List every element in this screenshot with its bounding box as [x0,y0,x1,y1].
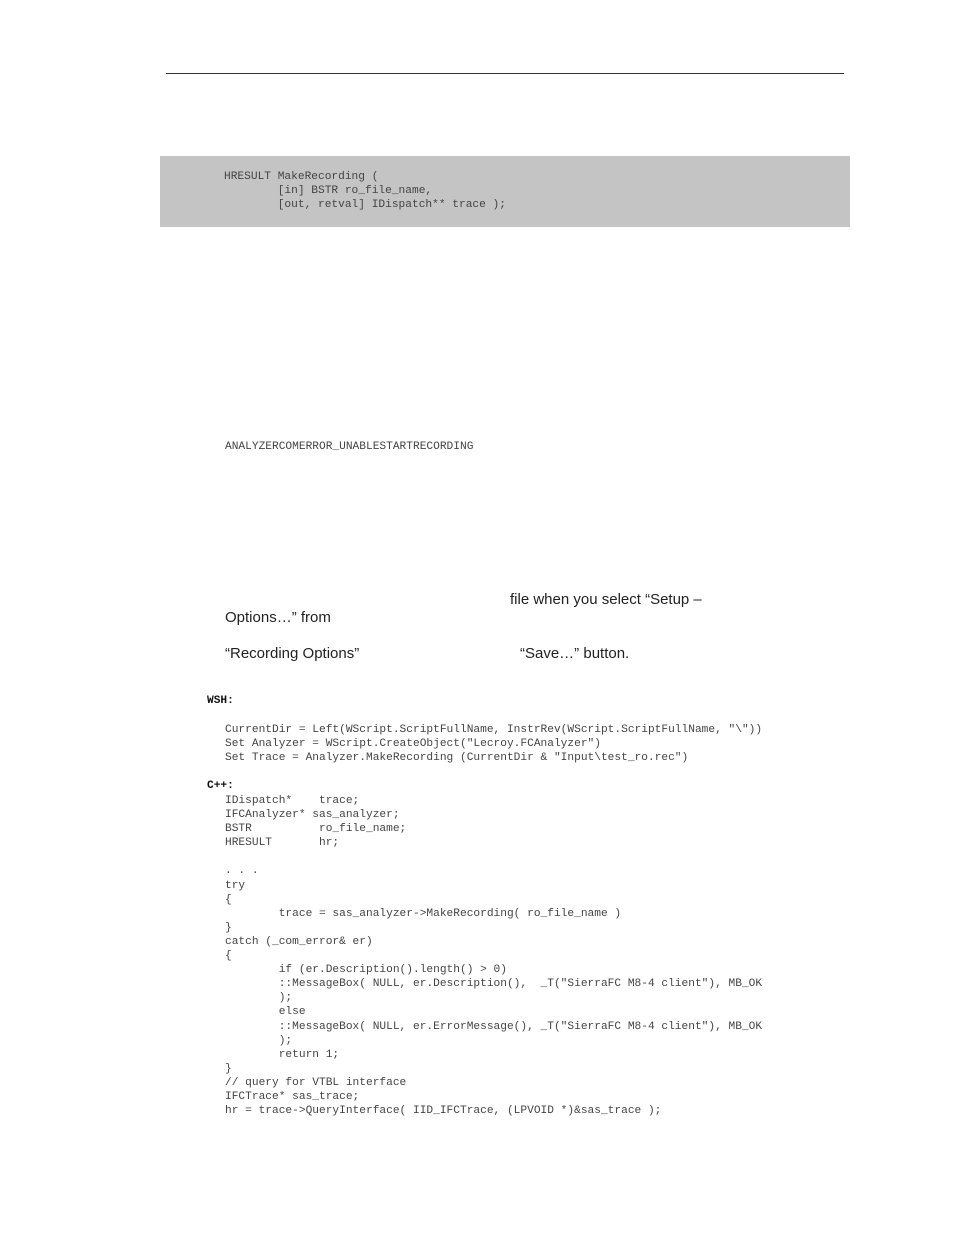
signature-code: HRESULT MakeRecording ( [in] BSTR ro_file_name, [out, retval] IDispatch** trace ); [224,171,506,212]
header-rule [166,73,844,74]
wsh-label: WSH: [207,695,234,707]
remarks-line-1: file when you select “Setup – [510,591,702,608]
cpp-label: C++: [207,780,234,792]
cpp-code: IDispatch* trace; IFCAnalyzer* sas_analyzer; BSTR ro_file_name; HRESULT hr; . . . try { trace = sas_analyzer->MakeRecording( ro_file_name ) } catch (_com_error& er) { if (er.Description().length() > 0) ::MessageBox( NULL, er.Description(), _T("SierraFC M8-4 client"), MB_OK ); else ::MessageBox( NULL, er.ErrorMessage(), _T("SierraFC M8-4 client"), MB_OK ); return 1; } // query for VTBL interface IFCTrace* sas_trace; hr = trace->QueryInterface( IID_IFCTrace, (LPVOID *)&sas_trace ); [225,795,763,1118]
remarks-line-2: Options…” from [225,609,331,626]
remarks-save-button-text: “Save…” button. [520,645,630,662]
error-code: ANALYZERCOMERROR_UNABLESTARTRECORDING [225,441,474,453]
signature-code-box [160,156,850,227]
remarks-recording-options: “Recording Options” [225,645,360,662]
wsh-code: CurrentDir = Left(WScript.ScriptFullName, InstrRev(WScript.ScriptFullName, "\")) Set Analyzer = WScript.CreateObject("Lecroy.FCAnalyzer") Set Trace = Analyzer.MakeRecording (CurrentDir & "Input\test_ro.rec") [225,724,763,765]
